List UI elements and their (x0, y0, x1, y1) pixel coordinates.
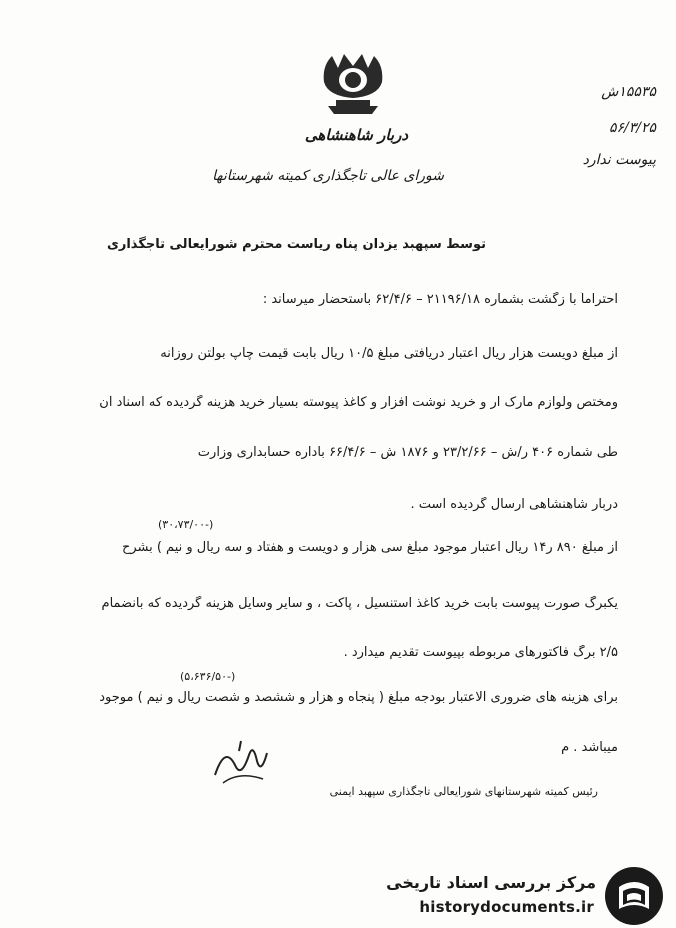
body-line-6: از مبلغ ۸۹۰ ر۱۴ ریال اعتبار موجود مبلغ سی هزار و دویست و هفتاد و سه ریال و نیم ) بشرح (121, 540, 618, 555)
amount-annotation-2: (۵،۶۳۶/۵۰-) (180, 670, 236, 683)
body-line-8: ۲/۵ برگ فاکتورهای مربوطه بپیوست تقدیم میدارد . (343, 645, 618, 660)
body-line-4: طی شماره ۴۰۶ ر/ش – ۲۳/۲/۶۶ و ۱۸۷۶ ش – ۶۶/۴/۶ باداره حسابداری وزارت (197, 445, 618, 460)
reference-attachment: پیوست ندارد (582, 152, 656, 168)
signature-caption: رئیس کمیته شهرستانهای شورایعالی تاجگذاری سپهبد ایمنی (329, 785, 598, 798)
body-line-3: ومختص ولوازم مارک ار و خرید نوشت افزار و کاغذ پیوسته بسیار خرید هزینه گردیده که اسناد آن (99, 395, 618, 410)
body-line-5: دربار شاهنشاهی ارسال گردیده است . (410, 497, 618, 512)
letterhead-subtitle: شورای عالی تاجگذاری کمیته شهرستانها (212, 168, 444, 184)
archive-name: مرکز بررسی اسناد تاریخی (386, 873, 596, 892)
letterhead-title: دربار شاهنشاهی (304, 126, 408, 144)
amount-annotation-1: (۳۰،۷۳/۰۰-) (158, 518, 214, 531)
body-line-10: میباشد . م (561, 740, 618, 755)
royal-crown-emblem-icon (318, 48, 388, 116)
body-line-1: احتراماً با زگشت بشماره ۲۱۱۹۶/۱۸ – ۶۲/۴/۶ باستحضار میرساند : (262, 292, 618, 307)
reference-number: ۱۵۵۳۵ش (601, 84, 656, 100)
addressee-line: توسط سپهبد یزدان پناه ریاست محترم شورایعالی تاجگذاری (106, 237, 486, 252)
body-line-2: از مبلغ دویست هزار ریال اعتبار دریافتی مبلغ ۱۰/۵ ریال بابت قیمت چاپ بولتن روزانه (160, 346, 618, 361)
body-line-7: یکبرگ صورت پیوست بابت خرید کاغذ استنسیل ، پاکت ، و سایر وسایل هزینه گردیده که بانضمام (101, 596, 618, 611)
reference-date: ۵۶/۳/۲۵ (608, 120, 656, 136)
website-url[interactable]: historydocuments.ir (419, 898, 594, 916)
handwritten-signature (205, 735, 275, 791)
archive-logo-icon (603, 865, 665, 927)
body-line-9: برای هزینه های ضروری الاعتبار بودجه مبلغ ( پنجاه و هزار و ششصد و شصت ریال و نیم ) موجود (99, 690, 618, 705)
